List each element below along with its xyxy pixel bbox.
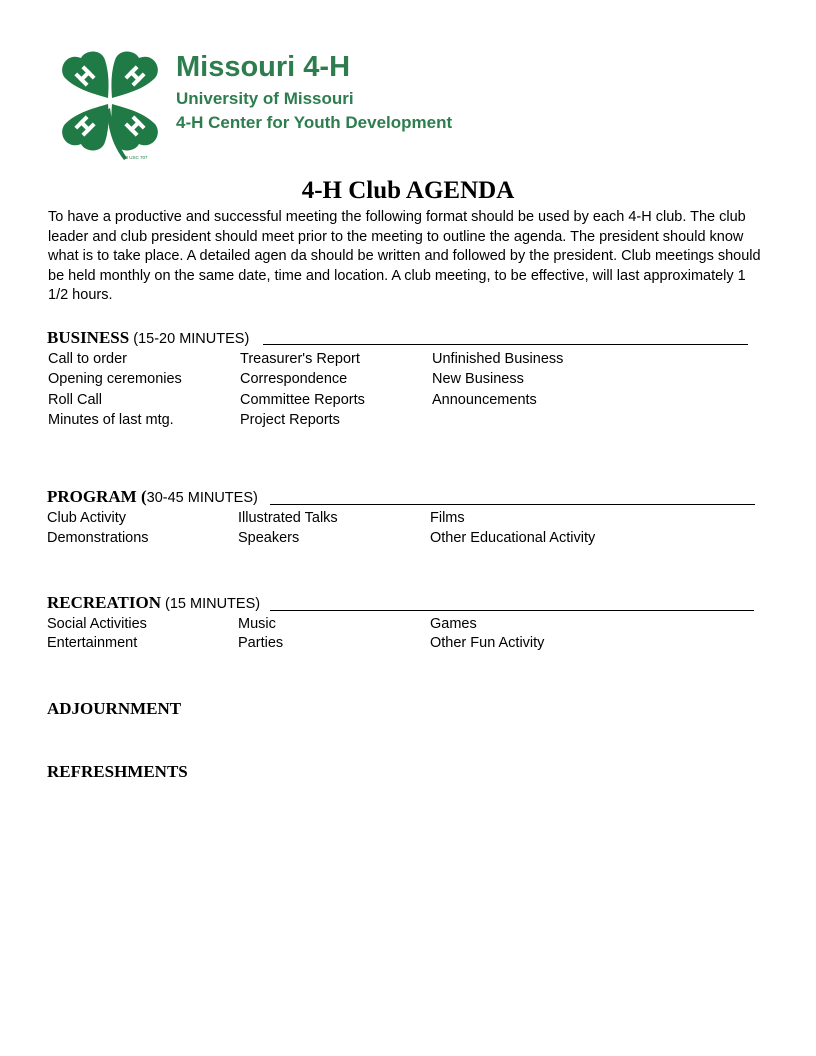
recreation-item: Parties <box>238 635 284 651</box>
university-line: University of Missouri <box>176 89 354 108</box>
business-item: Announcements <box>432 392 537 408</box>
business-item: Committee Reports <box>240 392 365 408</box>
document-title: 4-H Club AGENDA <box>301 177 515 204</box>
business-item: Roll Call <box>48 392 102 408</box>
recreation-item: Other Fun Activity <box>430 635 545 651</box>
recreation-duration: (15 MINUTES) <box>165 596 261 612</box>
adjournment-heading: ADJOURNMENT <box>47 699 182 718</box>
intro-paragraph: To have a productive and successful meeting the following format should be used by each 4-H club. The club leader and club president should meet prior to the meeting to outline the agenda. The president should know what is to take place. A detailed agen da should be written and followed by the president. Club meetings should be held monthly on the same date, time and location. A club meeting, to be effective, will last approximately 1 1/2 hours. <box>48 209 761 303</box>
business-item: Treasurer's Report <box>240 351 360 367</box>
logo-mark: 18 USC 707 <box>123 155 148 160</box>
recreation-item: Music <box>238 616 276 632</box>
business-item: New Business <box>432 371 524 387</box>
business-item: Opening ceremonies <box>48 371 182 387</box>
four-leaf-clover-icon <box>55 48 165 162</box>
org-title: Missouri 4-H <box>176 51 351 83</box>
business-item: Call to order <box>48 351 127 367</box>
program-item: Illustrated Talks <box>238 510 338 526</box>
business-item: Project Reports <box>240 412 340 428</box>
program-item: Other Educational Activity <box>430 530 596 546</box>
program-item: Films <box>430 510 465 526</box>
program-name: PROGRAM ( <box>47 487 147 506</box>
refreshments-heading: REFRESHMENTS <box>47 762 188 781</box>
recreation-item: Games <box>430 616 477 632</box>
recreation-item: Social Activities <box>47 616 147 632</box>
business-rule <box>263 344 748 345</box>
program-item: Demonstrations <box>47 530 149 546</box>
business-name: BUSINESS <box>47 328 130 347</box>
program-heading <box>47 487 258 508</box>
program-item: Speakers <box>238 530 300 546</box>
center-line: 4-H Center for Youth Development <box>176 113 453 132</box>
program-rule <box>270 504 755 505</box>
business-item: Unfinished Business <box>432 351 564 367</box>
business-heading <box>47 328 249 349</box>
business-duration: (15-20 MINUTES) <box>133 331 250 347</box>
recreation-item: Entertainment <box>47 635 138 651</box>
program-item: Club Activity <box>47 510 126 526</box>
business-item: Correspondence <box>240 371 348 387</box>
recreation-heading <box>47 593 260 614</box>
business-item: Minutes of last mtg. <box>48 412 174 428</box>
program-duration: 30-45 MINUTES) <box>146 490 258 506</box>
recreation-name: RECREATION <box>47 593 161 612</box>
recreation-rule <box>270 610 754 611</box>
